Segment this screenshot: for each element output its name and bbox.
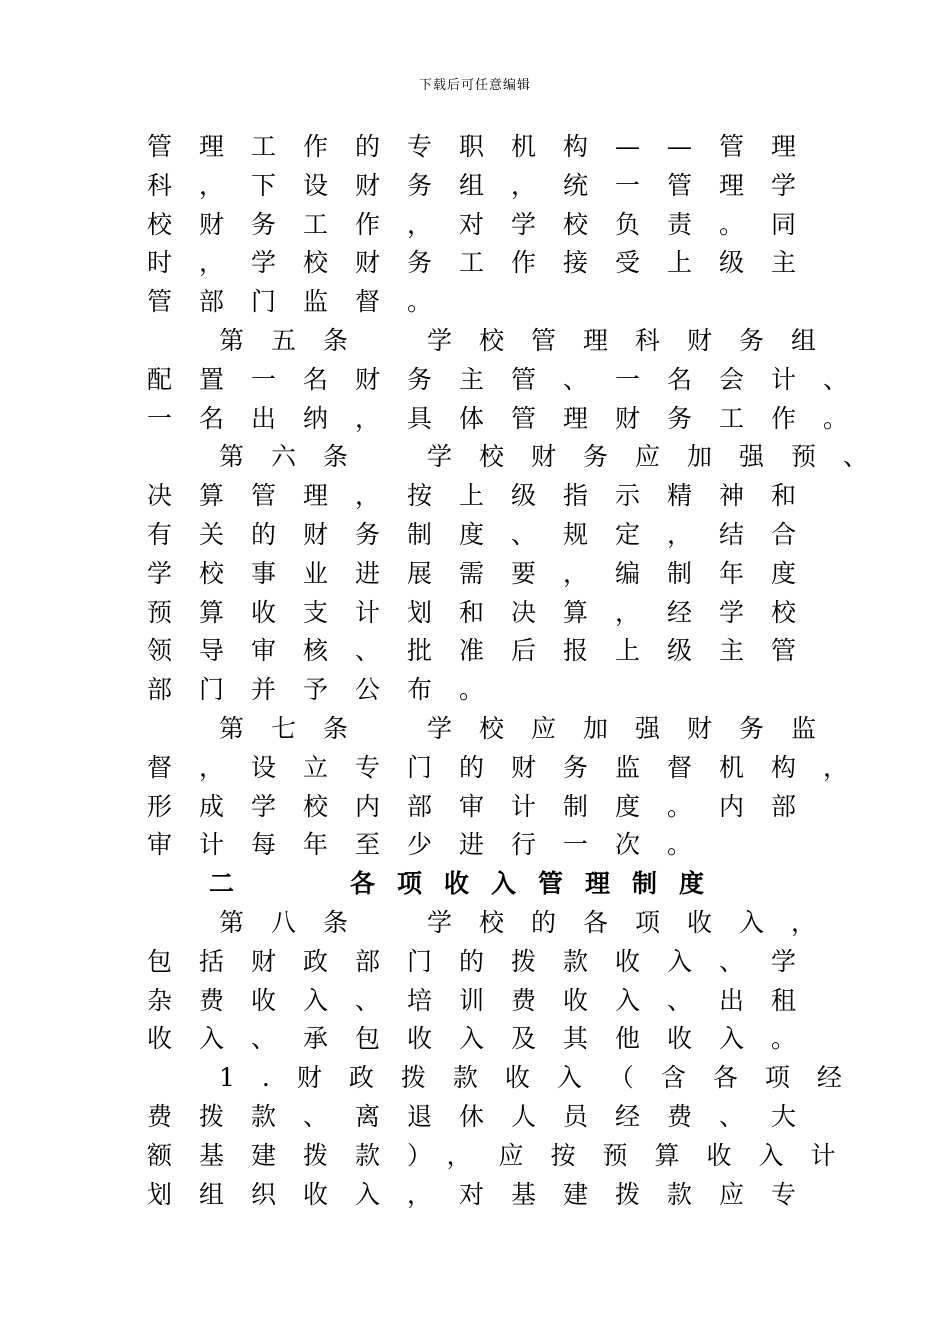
text-line: 领导审核、批准后报上级主管 [147, 636, 824, 666]
text-line: 划组织收入，对基建拨款应专 [147, 1179, 824, 1209]
text-line: 包括财政部门的拨款收入、学 [147, 946, 824, 976]
text-line: 费拨款、离退休人员经费、大 [147, 1101, 824, 1131]
list-item-1-line: 1.财政拨款收入（含各项经 [219, 1063, 869, 1093]
page-header: 下载后可任意编辑 [418, 78, 531, 93]
text-line: 预算收支计划和决算，经学校 [147, 597, 824, 627]
article-6-line: 第六条 学校财务应加强预、 [219, 442, 896, 472]
section-heading: 二 各项收入管理制度 [209, 869, 727, 899]
text-line: 校财务工作，对学校负责。同 [147, 209, 824, 239]
text-line: 配置一名财务主管、一名会计、 [147, 364, 876, 394]
text-line: 管部门监督。 [147, 287, 460, 317]
text-line: 管理工作的专职机构——管理 [147, 132, 824, 161]
text-line: 审计每年至少进行一次。 [147, 830, 720, 860]
text-line: 督，设立专门的财务监督机构， [147, 752, 876, 782]
text-line: 杂费收入、培训费收入、出租 [147, 985, 824, 1015]
article-7-line: 第七条 学校应加强财务监 [219, 713, 844, 743]
text-line: 额基建拨款），应按预算收入计 [147, 1140, 863, 1170]
text-line: 有关的财务制度、规定，结合 [147, 519, 824, 549]
text-line: 时，学校财务工作接受上级主 [147, 248, 824, 278]
text-line: 部门并予公布。 [147, 675, 512, 705]
text-line: 学校事业进展需要，编制年度 [147, 558, 824, 588]
article-8-line: 第八条 学校的各项收入， [219, 907, 844, 937]
document-body [147, 128, 896, 1214]
text-line: 决算管理，按上级指示精神和 [147, 481, 824, 511]
text-line: 收入、承包收入及其他收入。 [147, 1024, 824, 1054]
text-line: 一名出纳，具体管理财务工作。 [147, 403, 876, 433]
text-line: 形成学校内部审计制度。内部 [147, 791, 824, 821]
article-5-line: 第五条 学校管理科财务组 [219, 325, 844, 355]
text-line: 科，下设财务组，统一管理学 [147, 170, 824, 200]
